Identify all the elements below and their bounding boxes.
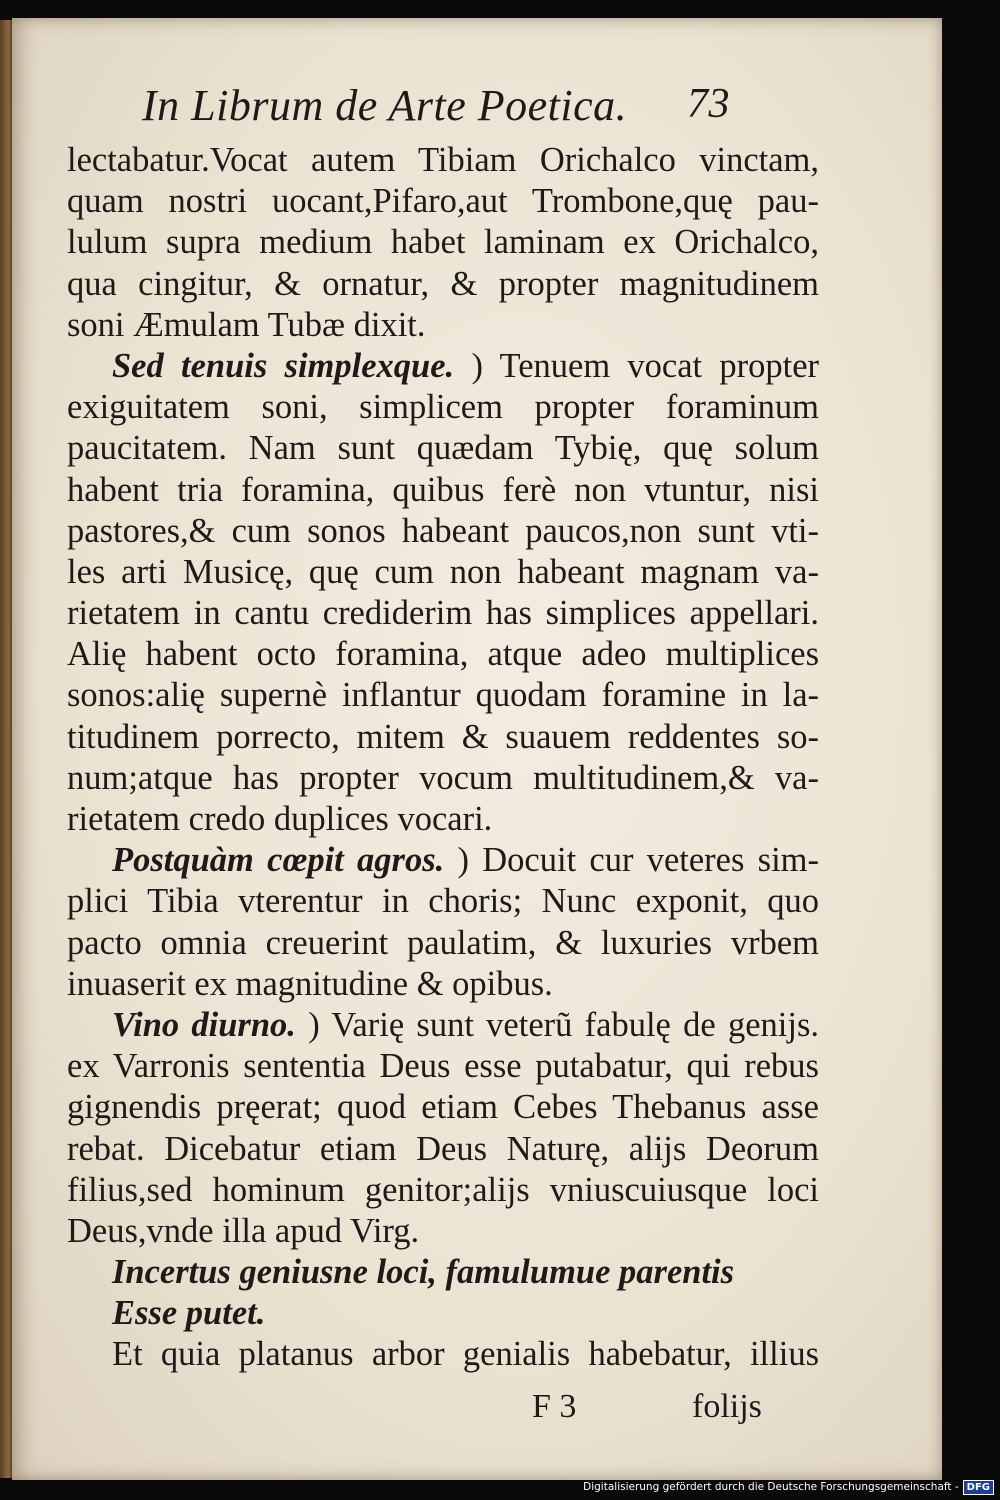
text-line <box>67 428 819 469</box>
text-line <box>67 346 819 387</box>
catchword: folijs <box>692 1388 762 1425</box>
text-segment: num;atque has propter vocum multitudinem,& va- <box>67 758 819 797</box>
text-line <box>67 222 819 263</box>
text-line <box>67 387 819 428</box>
text-line <box>67 1087 819 1128</box>
text-segment: lulum supra medium habet laminam ex Orichalco, <box>67 223 819 262</box>
text-segment: Alię habent octo foramina, atque adeo multiplices <box>67 635 819 674</box>
text-line <box>67 1252 819 1293</box>
text-line <box>67 1005 819 1046</box>
text-segment: Esse putet. <box>112 1294 266 1333</box>
text-segment: titudinem porrecto, mitem & suauem reddentes so- <box>67 717 819 756</box>
text-segment: paucitatem. Nam sunt quædam Tybię, quę solum <box>67 429 819 468</box>
text-line <box>67 675 819 716</box>
lemma-heading: Sed tenuis simplexque. <box>112 346 455 385</box>
text-segment: ex Varronis sententia Deus esse putabatur, qui rebus <box>67 1047 819 1086</box>
text-segment: les arti Musicę, quę cum non habeant magnam va- <box>67 552 819 591</box>
text-segment: rietatem credo duplices vocari. <box>67 800 493 838</box>
signature-mark: F 3 <box>532 1388 577 1425</box>
text-line <box>67 1129 819 1170</box>
text-line <box>67 923 819 964</box>
dfg-logo: DFG <box>963 1480 994 1495</box>
text-line <box>67 881 819 922</box>
text-line <box>67 964 819 1005</box>
lemma-heading: Vino diurno. <box>112 1005 296 1044</box>
text-segment: rietatem in cantu crediderim has simplices appellari. <box>67 594 819 633</box>
text-segment: soni Æmulam Tubæ dixit. <box>67 305 426 344</box>
text-segment: pacto omnia creuerint paulatim, & luxuries vrbem <box>67 923 819 962</box>
funding-text: Digitalisierung gefördert durch die Deutsche Forschungsgemeinschaft - <box>583 1481 959 1493</box>
funding-notice <box>583 1478 994 1496</box>
text-segment: filius,sed hominum genitor;alijs vniuscuiusque loci <box>67 1170 819 1209</box>
text-segment: gignendis pręerat; quod etiam Cebes Thebanus asse <box>67 1088 819 1127</box>
text-segment: Et quia platanus arbor genialis habebatur, illius <box>112 1335 819 1374</box>
text-line <box>67 1293 819 1334</box>
text-line <box>67 305 819 346</box>
text-segment: Incertus geniusne loci, famulumue parentis <box>112 1253 735 1292</box>
text-line <box>67 717 819 758</box>
text-line <box>67 634 819 675</box>
text-line <box>67 1211 819 1252</box>
text-segment: Deus,vnde illa apud Virg. <box>67 1211 420 1250</box>
text-line <box>67 593 819 634</box>
text-segment: lectabatur.Vocat autem Tibiam Orichalco vinctam, <box>67 141 819 179</box>
text-line <box>67 264 819 305</box>
text-line <box>67 799 819 840</box>
text-segment: qua cingitur, & ornatur, & propter magnitudinem <box>67 264 819 303</box>
text-segment: sonos:alię supernè inflantur quodam foramine in la- <box>67 676 819 715</box>
text-segment: ) Docuit cur veteres sim- <box>457 841 819 880</box>
text-segment: plici Tibia vterentur in choris; Nunc exponit, quo <box>67 882 819 921</box>
body-text <box>67 140 819 1376</box>
running-head <box>142 80 782 140</box>
running-title: In Librum de Arte Poetica. <box>142 81 628 130</box>
book-page <box>12 18 942 1480</box>
lemma-heading: Postquàm cœpit agros. <box>112 841 445 880</box>
text-line <box>67 552 819 593</box>
text-segment: pastores,& cum sonos habeant paucos,non sunt vti- <box>67 511 819 550</box>
text-segment: ) Tenuem vocat propter <box>471 346 819 385</box>
text-segment: rebat. Dicebatur etiam Deus Naturę, alijs Deorum <box>67 1129 819 1168</box>
text-segment: ) Varię sunt veterũ fabulę de genijs. <box>308 1005 819 1044</box>
text-segment: exiguitatem soni, simplicem propter foraminum <box>67 388 819 427</box>
text-line <box>67 470 819 511</box>
text-line <box>67 511 819 552</box>
text-segment: inuaserit ex magnitudine & opibus. <box>67 964 553 1003</box>
text-line <box>67 1334 819 1375</box>
text-line <box>67 1046 819 1087</box>
page-footer <box>12 1388 942 1438</box>
text-line <box>67 181 819 222</box>
text-line <box>67 758 819 799</box>
text-segment: quam nostri uocant,Pifaro,aut Trombone,quę pau- <box>67 182 819 221</box>
page-number: 73 <box>687 81 730 127</box>
text-line <box>67 140 819 181</box>
text-segment: habent tria foramina, quibus ferè non vtuntur, nisi <box>67 470 819 509</box>
text-line <box>67 1170 819 1211</box>
text-line <box>67 840 819 881</box>
